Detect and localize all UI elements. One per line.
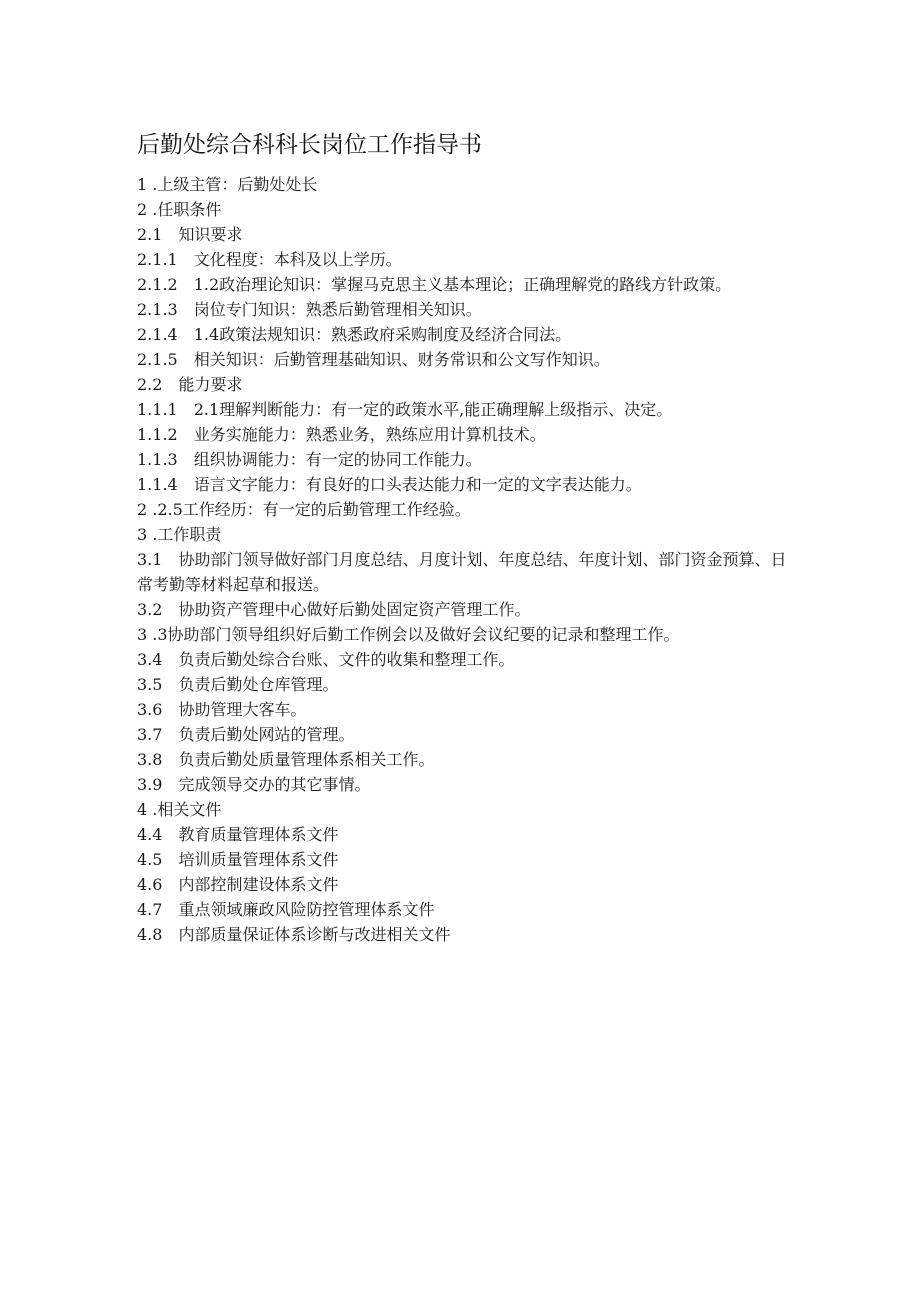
paragraph-line: 2.1.5 相关知识：后勤管理基础知识、财务常识和公文写作知识。 xyxy=(137,350,610,369)
paragraph-line: 1.1.2 业务实施能力：熟悉业务，熟练应用计算机技术。 xyxy=(137,425,546,444)
paragraph-line: 2.2 能力要求 xyxy=(137,375,243,394)
paragraph-line: 3 .工作职责 xyxy=(137,525,222,544)
paragraph-line: 2 .任职条件 xyxy=(137,200,222,219)
paragraph-line: 2 .2.5工作经历：有一定的后勤管理工作经验。 xyxy=(137,500,471,519)
paragraph-line: 3.9 完成领导交办的其它事情。 xyxy=(137,775,371,794)
paragraph-line: 4.5 培训质量管理体系文件 xyxy=(137,850,339,869)
paragraph-line: 1.1.1 2.1理解判断能力：有一定的政策水平,能正确理解上级指示、决定。 xyxy=(137,400,673,419)
paragraph-line: 3.7 负责后勤处网站的管理。 xyxy=(137,725,355,744)
paragraph-line: 3.8 负责后勤处质量管理体系相关工作。 xyxy=(137,750,435,769)
paragraph-line: 4.7 重点领域廉政风险防控管理体系文件 xyxy=(137,900,435,919)
paragraph-line: 1 .上级主管：后勤处处长 xyxy=(137,175,318,194)
document-title: 后勤处综合科科长岗位工作指导书 xyxy=(137,132,482,158)
paragraph-line: 2.1.4 1.4政策法规知识：熟悉政府采购制度及经济合同法。 xyxy=(137,325,572,344)
paragraph-line: 3.1 协助部门领导做好部门月度总结、月度计划、年度总结、年度计划、部门资金预算、日常考勤等材料起草和报送。 xyxy=(137,550,787,594)
paragraph-line: 1.1.3 组织协调能力：有一定的协同工作能力。 xyxy=(137,450,482,469)
paragraph-line: 4.6 内部控制建设体系文件 xyxy=(137,875,339,894)
paragraph-line: 4.4 教育质量管理体系文件 xyxy=(137,825,339,844)
paragraph-line: 3.5 负责后勤处仓库管理。 xyxy=(137,675,339,694)
paragraph-line: 2.1 知识要求 xyxy=(137,225,243,244)
paragraph-line: 3 .3协助部门领导组织好后勤工作例会以及做好会议纪要的记录和整理工作。 xyxy=(137,625,680,644)
paragraph-line: 3.4 负责后勤处综合台账、文件的收集和整理工作。 xyxy=(137,650,515,669)
paragraph-line: 2.1.1 文化程度：本科及以上学历。 xyxy=(137,250,402,269)
paragraph-line: 2.1.2 1.2政治理论知识：掌握马克思主义基本理论；正确理解党的路线方针政策。 xyxy=(137,275,732,294)
document-body xyxy=(137,172,787,947)
paragraph-line: 4 .相关文件 xyxy=(137,800,222,819)
paragraph-line: 3.6 协助管理大客车。 xyxy=(137,700,307,719)
paragraph-line: 2.1.3 岗位专门知识：熟悉后勤管理相关知识。 xyxy=(137,300,482,319)
paragraph-line: 1.1.4 语言文字能力：有良好的口头表达能力和一定的文字表达能力。 xyxy=(137,475,642,494)
paragraph-line: 3.2 协助资产管理中心做好后勤处固定资产管理工作。 xyxy=(137,600,531,619)
paragraph-line: 4.8 内部质量保证体系诊断与改进相关文件 xyxy=(137,925,451,944)
